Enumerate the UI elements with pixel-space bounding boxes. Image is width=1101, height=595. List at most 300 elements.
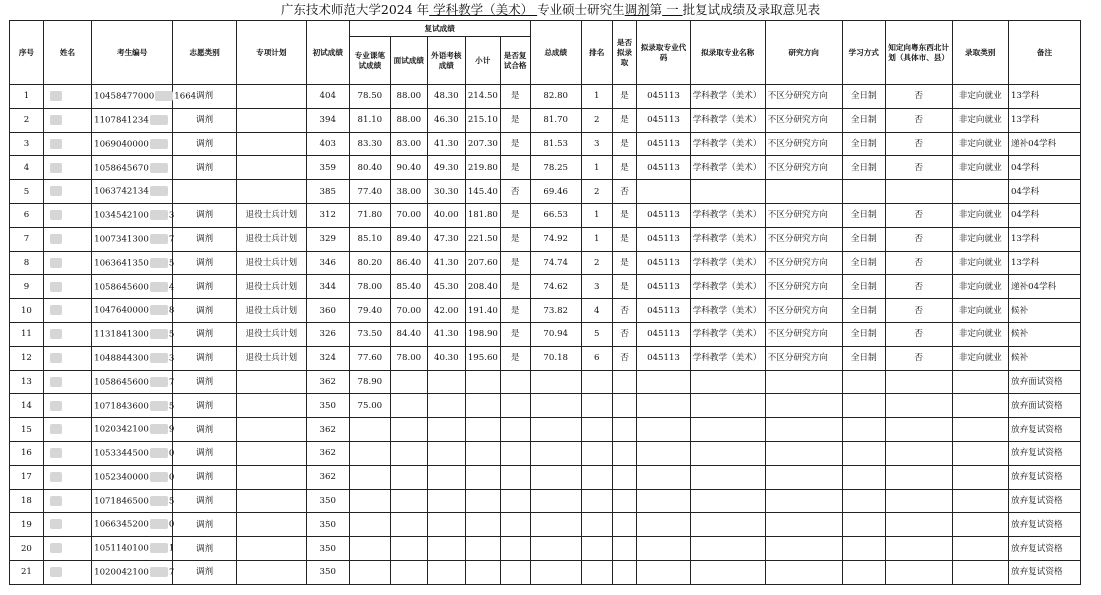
cell-study-mode: 全日制 <box>842 132 885 156</box>
cell-foreign: 45.30 <box>427 275 465 299</box>
cell-direction: 不区分研究方向 <box>765 85 842 109</box>
cell-subtotal: 214.50 <box>465 85 500 109</box>
header-pass: 是否复试合格 <box>500 37 530 85</box>
page-title <box>0 2 1101 18</box>
cell-study-mode: 全日制 <box>842 275 885 299</box>
cell-special-plan: 退役士兵计划 <box>236 251 306 275</box>
cell-plan-region <box>885 418 952 442</box>
cell-exam-no <box>92 227 173 251</box>
cell-name <box>43 465 91 489</box>
cell-vol-type: 调剂 <box>173 513 237 537</box>
cell-remark: 放弃复试资格 <box>1008 560 1080 584</box>
cell-prof: 80.20 <box>349 251 390 275</box>
cell-plan-region: 否 <box>885 275 952 299</box>
cell-name <box>43 513 91 537</box>
cell-pass: 是 <box>500 203 530 227</box>
cell-prof: 73.50 <box>349 322 390 346</box>
cell-plan-region: 否 <box>885 108 952 132</box>
cell-plan-region <box>885 489 952 513</box>
cell-seq: 1 <box>10 85 44 109</box>
cell-interview <box>390 560 427 584</box>
cell-vol-type: 调剂 <box>173 85 237 109</box>
cell-study-mode <box>842 180 885 204</box>
cell-remark: 放弃复试资格 <box>1008 489 1080 513</box>
table-row <box>10 513 1081 537</box>
redaction-mask <box>50 305 62 315</box>
cell-rank: 1 <box>581 227 612 251</box>
cell-direction: 不区分研究方向 <box>765 132 842 156</box>
cell-initial: 362 <box>306 465 349 489</box>
cell-name <box>43 203 91 227</box>
cell-initial: 344 <box>306 275 349 299</box>
header-retest-score: 复试成绩 <box>349 21 530 37</box>
cell-rank <box>581 489 612 513</box>
cell-exam-no <box>92 441 173 465</box>
header-exam-no: 考生编号 <box>92 21 173 85</box>
cell-seq: 3 <box>10 132 44 156</box>
table-row <box>10 227 1081 251</box>
cell-vol-type: 调剂 <box>173 537 237 561</box>
cell-prof: 78.00 <box>349 275 390 299</box>
cell-seq: 9 <box>10 275 44 299</box>
cell-major-name <box>690 180 765 204</box>
cell-prof: 78.90 <box>349 370 390 394</box>
cell-initial: 312 <box>306 203 349 227</box>
cell-major-code <box>637 180 690 204</box>
cell-seq: 7 <box>10 227 44 251</box>
cell-plan-region: 否 <box>885 203 952 227</box>
cell-exam-no <box>92 489 173 513</box>
cell-subtotal: 207.30 <box>465 132 500 156</box>
cell-name <box>43 299 91 323</box>
cell-major-code <box>637 441 690 465</box>
cell-exam-no <box>92 156 173 180</box>
exam-no-prefix: 1066345200 <box>94 519 149 530</box>
cell-prof <box>349 418 390 442</box>
cell-foreign: 49.30 <box>427 156 465 180</box>
cell-special-plan: 退役士兵计划 <box>236 227 306 251</box>
cell-subtotal <box>465 394 500 418</box>
cell-major-code <box>637 537 690 561</box>
cell-foreign <box>427 513 465 537</box>
cell-foreign: 48.30 <box>427 85 465 109</box>
cell-admit-type: 非定向就业 <box>952 251 1008 275</box>
cell-rank <box>581 394 612 418</box>
cell-admit-type <box>952 489 1008 513</box>
table-row <box>10 322 1081 346</box>
cell-admit-type: 非定向就业 <box>952 156 1008 180</box>
cell-vol-type <box>173 180 237 204</box>
cell-subtotal <box>465 370 500 394</box>
cell-major-name <box>690 465 765 489</box>
header-total: 总成绩 <box>530 21 581 85</box>
cell-remark: 04学科 <box>1008 180 1080 204</box>
cell-direction <box>765 441 842 465</box>
cell-vol-type: 调剂 <box>173 299 237 323</box>
cell-rank <box>581 513 612 537</box>
cell-to-admit: 否 <box>612 299 637 323</box>
header-name: 姓名 <box>43 21 91 85</box>
redaction-mask <box>50 329 62 339</box>
cell-major-code <box>637 394 690 418</box>
cell-remark: 13学科 <box>1008 251 1080 275</box>
cell-initial: 324 <box>306 346 349 370</box>
cell-vol-type: 调剂 <box>173 370 237 394</box>
cell-prof: 81.10 <box>349 108 390 132</box>
cell-pass <box>500 560 530 584</box>
header-remark: 备注 <box>1008 21 1080 85</box>
cell-to-admit <box>612 394 637 418</box>
cell-vol-type: 调剂 <box>173 394 237 418</box>
header-vol-type: 志愿类别 <box>173 21 237 85</box>
cell-to-admit <box>612 489 637 513</box>
cell-remark: 候补 <box>1008 299 1080 323</box>
redaction-mask <box>50 377 62 387</box>
cell-vol-type: 调剂 <box>173 418 237 442</box>
cell-study-mode: 全日制 <box>842 108 885 132</box>
cell-major-name: 学科教学（美术） <box>690 85 765 109</box>
cell-major-name <box>690 394 765 418</box>
cell-total: 70.18 <box>530 346 581 370</box>
cell-initial: 385 <box>306 180 349 204</box>
redaction-mask <box>50 186 62 196</box>
redaction-mask <box>50 258 62 268</box>
cell-major-code: 045113 <box>637 346 690 370</box>
cell-foreign <box>427 537 465 561</box>
cell-remark: 递补04学科 <box>1008 132 1080 156</box>
cell-rank: 5 <box>581 322 612 346</box>
cell-direction <box>765 394 842 418</box>
cell-seq: 11 <box>10 322 44 346</box>
cell-rank <box>581 537 612 561</box>
redaction-mask <box>50 163 62 173</box>
table-row <box>10 418 1081 442</box>
cell-interview: 78.00 <box>390 346 427 370</box>
redaction-mask <box>50 401 62 411</box>
cell-plan-region: 否 <box>885 132 952 156</box>
cell-total <box>530 441 581 465</box>
cell-direction: 不区分研究方向 <box>765 156 842 180</box>
cell-admit-type: 非定向就业 <box>952 85 1008 109</box>
cell-interview: 85.40 <box>390 275 427 299</box>
table-row <box>10 108 1081 132</box>
cell-interview <box>390 418 427 442</box>
cell-rank: 3 <box>581 275 612 299</box>
cell-total <box>530 465 581 489</box>
cell-exam-no <box>92 537 173 561</box>
redaction-mask <box>50 424 62 434</box>
exam-no-prefix: 1020342100 <box>94 424 149 435</box>
cell-major-name: 学科教学（美术） <box>690 299 765 323</box>
cell-direction <box>765 465 842 489</box>
cell-pass: 是 <box>500 322 530 346</box>
title-batch-prefix: 第 <box>649 2 663 17</box>
cell-major-code <box>637 370 690 394</box>
cell-major-code <box>637 513 690 537</box>
cell-remark: 放弃复试资格 <box>1008 537 1080 561</box>
redaction-mask <box>150 115 168 125</box>
cell-subtotal: 221.50 <box>465 227 500 251</box>
cell-interview: 38.00 <box>390 180 427 204</box>
cell-total: 81.70 <box>530 108 581 132</box>
cell-rank: 2 <box>581 180 612 204</box>
cell-major-name <box>690 560 765 584</box>
cell-subtotal: 208.40 <box>465 275 500 299</box>
cell-study-mode: 全日制 <box>842 251 885 275</box>
exam-no-suffix: 5 <box>168 496 175 507</box>
cell-remark: 04学科 <box>1008 203 1080 227</box>
cell-interview: 70.00 <box>390 299 427 323</box>
cell-subtotal: 181.80 <box>465 203 500 227</box>
cell-initial: 404 <box>306 85 349 109</box>
cell-pass <box>500 418 530 442</box>
redaction-mask <box>50 91 62 101</box>
cell-initial: 346 <box>306 251 349 275</box>
cell-remark: 放弃复试资格 <box>1008 465 1080 489</box>
cell-study-mode <box>842 560 885 584</box>
cell-major-code <box>637 560 690 584</box>
cell-name <box>43 394 91 418</box>
header-prof: 专业课笔试成绩 <box>349 37 390 85</box>
cell-plan-region: 否 <box>885 85 952 109</box>
cell-admit-type <box>952 513 1008 537</box>
redaction-mask <box>150 472 168 482</box>
redaction-mask <box>150 163 168 173</box>
cell-pass: 是 <box>500 156 530 180</box>
cell-name <box>43 85 91 109</box>
table-row <box>10 203 1081 227</box>
exam-no-suffix: 3 <box>168 210 175 221</box>
cell-subtotal: 191.40 <box>465 299 500 323</box>
title-batch: 一 <box>662 2 683 17</box>
cell-total: 66.53 <box>530 203 581 227</box>
cell-study-mode: 全日制 <box>842 322 885 346</box>
cell-name <box>43 418 91 442</box>
cell-special-plan: 退役士兵计划 <box>236 299 306 323</box>
cell-major-code: 045113 <box>637 108 690 132</box>
cell-foreign: 30.30 <box>427 180 465 204</box>
cell-vol-type: 调剂 <box>173 227 237 251</box>
cell-major-name <box>690 537 765 561</box>
cell-initial: 362 <box>306 441 349 465</box>
cell-major-code: 045113 <box>637 132 690 156</box>
cell-foreign: 40.00 <box>427 203 465 227</box>
exam-no-prefix: 1069040000 <box>94 139 149 150</box>
cell-pass <box>500 441 530 465</box>
cell-remark: 13学科 <box>1008 85 1080 109</box>
cell-study-mode <box>842 441 885 465</box>
cell-admit-type <box>952 180 1008 204</box>
cell-admit-type: 非定向就业 <box>952 275 1008 299</box>
exam-no-prefix: 1063641350 <box>94 258 149 269</box>
cell-admit-type: 非定向就业 <box>952 322 1008 346</box>
cell-special-plan <box>236 513 306 537</box>
cell-admit-type <box>952 394 1008 418</box>
cell-special-plan <box>236 441 306 465</box>
cell-major-name: 学科教学（美术） <box>690 108 765 132</box>
cell-initial: 350 <box>306 394 349 418</box>
cell-admit-type <box>952 560 1008 584</box>
redaction-mask <box>150 401 168 411</box>
redaction-mask <box>150 448 168 458</box>
cell-initial: 394 <box>306 108 349 132</box>
cell-major-code: 045113 <box>637 156 690 180</box>
cell-plan-region: 否 <box>885 156 952 180</box>
exam-no-suffix: 5 <box>168 401 175 411</box>
cell-total: 70.94 <box>530 322 581 346</box>
cell-direction: 不区分研究方向 <box>765 203 842 227</box>
header-interview: 面试成绩 <box>390 37 427 85</box>
cell-prof <box>349 560 390 584</box>
exam-no-prefix: 1048844300 <box>94 353 149 364</box>
cell-subtotal: 207.60 <box>465 251 500 275</box>
cell-major-name: 学科教学（美术） <box>690 132 765 156</box>
cell-special-plan <box>236 560 306 584</box>
cell-admit-type <box>952 465 1008 489</box>
cell-study-mode <box>842 489 885 513</box>
exam-no-prefix: 1020042100 <box>94 567 149 578</box>
cell-foreign: 42.00 <box>427 299 465 323</box>
redaction-mask <box>50 234 62 244</box>
cell-interview: 83.00 <box>390 132 427 156</box>
cell-admit-type: 非定向就业 <box>952 346 1008 370</box>
cell-exam-no <box>92 251 173 275</box>
cell-plan-region <box>885 560 952 584</box>
cell-pass: 是 <box>500 346 530 370</box>
cell-name <box>43 537 91 561</box>
cell-major-name: 学科教学（美术） <box>690 156 765 180</box>
cell-rank: 3 <box>581 132 612 156</box>
cell-study-mode <box>842 418 885 442</box>
cell-major-name <box>690 370 765 394</box>
redaction-mask <box>150 329 168 339</box>
cell-direction <box>765 513 842 537</box>
cell-to-admit: 否 <box>612 180 637 204</box>
exam-no-prefix: 1053344500 <box>94 448 149 459</box>
cell-special-plan <box>236 85 306 109</box>
cell-pass: 是 <box>500 108 530 132</box>
cell-major-code: 045113 <box>637 275 690 299</box>
cell-interview: 90.40 <box>390 156 427 180</box>
cell-pass <box>500 394 530 418</box>
redaction-mask <box>150 353 168 363</box>
cell-subtotal <box>465 513 500 537</box>
cell-admit-type: 非定向就业 <box>952 227 1008 251</box>
cell-pass: 否 <box>500 180 530 204</box>
cell-rank: 6 <box>581 346 612 370</box>
cell-major-name <box>690 489 765 513</box>
cell-pass: 是 <box>500 132 530 156</box>
cell-to-admit: 是 <box>612 251 637 275</box>
cell-direction <box>765 560 842 584</box>
exam-no-prefix: 1034542100 <box>94 210 149 221</box>
cell-special-plan: 退役士兵计划 <box>236 346 306 370</box>
cell-total <box>530 418 581 442</box>
cell-remark: 放弃复试资格 <box>1008 418 1080 442</box>
cell-subtotal: 215.10 <box>465 108 500 132</box>
exam-no-suffix: 7 <box>168 567 175 578</box>
cell-direction: 不区分研究方向 <box>765 299 842 323</box>
cell-direction <box>765 537 842 561</box>
cell-vol-type: 调剂 <box>173 322 237 346</box>
cell-to-admit <box>612 418 637 442</box>
redaction-mask <box>150 567 168 577</box>
cell-prof: 77.40 <box>349 180 390 204</box>
cell-interview <box>390 537 427 561</box>
cell-remark: 13学科 <box>1008 227 1080 251</box>
cell-exam-no <box>92 180 173 204</box>
cell-to-admit <box>612 560 637 584</box>
cell-seq: 13 <box>10 370 44 394</box>
cell-rank: 1 <box>581 203 612 227</box>
cell-to-admit: 是 <box>612 203 637 227</box>
cell-exam-no <box>92 346 173 370</box>
exam-no-prefix: 1007341300 <box>94 234 149 245</box>
cell-exam-no <box>92 418 173 442</box>
cell-seq: 5 <box>10 180 44 204</box>
redaction-mask <box>155 91 173 101</box>
cell-admit-type: 非定向就业 <box>952 108 1008 132</box>
redaction-mask <box>150 543 168 553</box>
redaction-mask <box>150 186 168 196</box>
cell-vol-type: 调剂 <box>173 275 237 299</box>
cell-interview <box>390 441 427 465</box>
cell-major-code <box>637 465 690 489</box>
cell-plan-region <box>885 441 952 465</box>
cell-foreign: 41.30 <box>427 132 465 156</box>
cell-to-admit <box>612 537 637 561</box>
cell-foreign <box>427 489 465 513</box>
cell-vol-type: 调剂 <box>173 108 237 132</box>
cell-exam-no <box>92 394 173 418</box>
header-admit-type: 录取类别 <box>952 21 1008 85</box>
cell-to-admit <box>612 513 637 537</box>
cell-plan-region: 否 <box>885 251 952 275</box>
cell-interview: 89.40 <box>390 227 427 251</box>
cell-to-admit: 是 <box>612 85 637 109</box>
cell-foreign: 40.30 <box>427 346 465 370</box>
cell-direction: 不区分研究方向 <box>765 275 842 299</box>
cell-special-plan <box>236 394 306 418</box>
cell-seq: 21 <box>10 560 44 584</box>
table-row <box>10 394 1081 418</box>
cell-subtotal <box>465 489 500 513</box>
redaction-mask <box>50 115 62 125</box>
cell-to-admit <box>612 465 637 489</box>
cell-subtotal <box>465 418 500 442</box>
score-table <box>9 20 1081 585</box>
cell-special-plan: 退役士兵计划 <box>236 203 306 227</box>
title-type: 调剂 <box>624 2 650 17</box>
cell-direction <box>765 180 842 204</box>
header-initial-score: 初试成绩 <box>306 21 349 85</box>
cell-prof: 71.80 <box>349 203 390 227</box>
title-suffix: 批复试成绩及录取意见表 <box>682 2 821 17</box>
cell-remark: 04学科 <box>1008 156 1080 180</box>
cell-total <box>530 370 581 394</box>
cell-vol-type: 调剂 <box>173 132 237 156</box>
cell-admit-type: 非定向就业 <box>952 299 1008 323</box>
cell-interview <box>390 465 427 489</box>
cell-exam-no <box>92 560 173 584</box>
cell-direction: 不区分研究方向 <box>765 251 842 275</box>
cell-study-mode: 全日制 <box>842 227 885 251</box>
cell-initial: 350 <box>306 489 349 513</box>
cell-major-name: 学科教学（美术） <box>690 346 765 370</box>
cell-name <box>43 180 91 204</box>
cell-foreign <box>427 441 465 465</box>
cell-study-mode: 全日制 <box>842 299 885 323</box>
